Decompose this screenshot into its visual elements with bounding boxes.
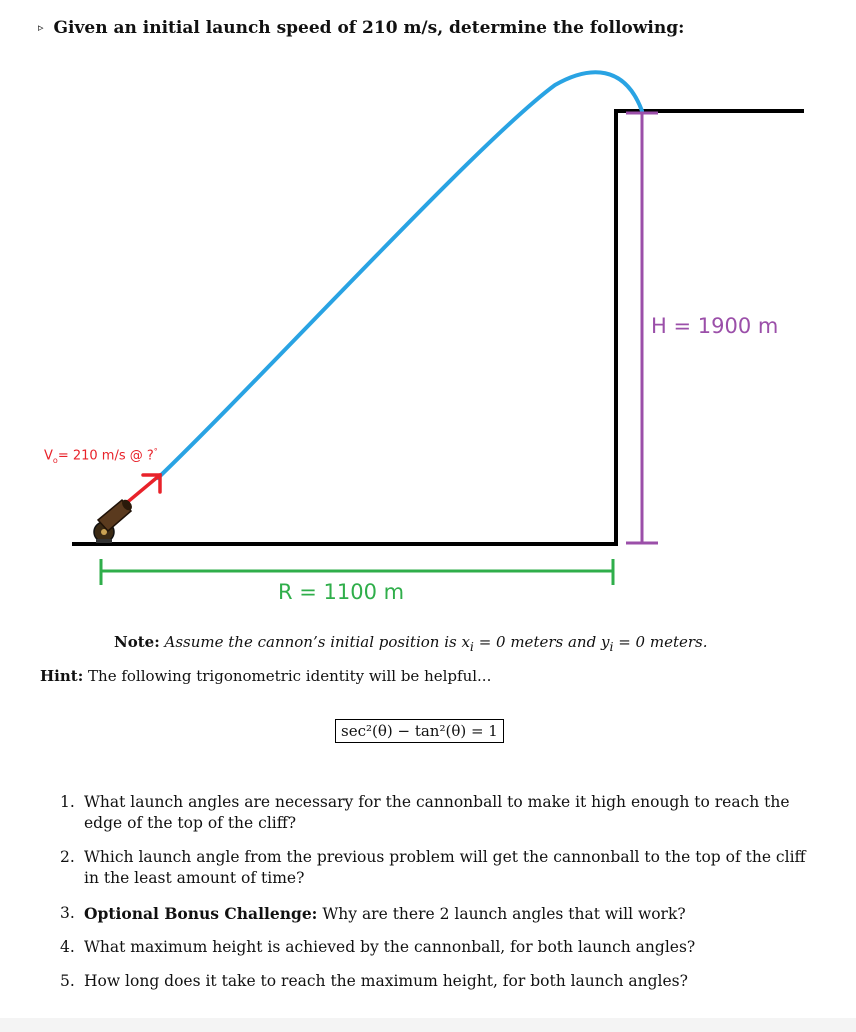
velocity-arrow (124, 475, 160, 505)
cannon-icon (94, 498, 134, 543)
question-4: 4. What maximum height is achieved by the cannonball, for both launch angles? (60, 938, 696, 956)
collapse-triangle-icon[interactable]: ▹ (38, 21, 44, 34)
height-label: H = 1900 m (651, 314, 779, 338)
question-2: 2. Which launch angle from the previous problem will get the cannonball to the top of the cliff in the least amount of time? (60, 848, 806, 887)
heading-text: Given an initial launch speed of 210 m/s, determine the following: (53, 18, 685, 38)
question-1: 1. What launch angles are necessary for the cannonball to make it high enough to reach the edge of the top of the cliff? (60, 793, 790, 832)
trig-identity-box: sec²(θ) − tan²(θ) = 1 (335, 719, 504, 743)
bottom-strip (0, 1018, 856, 1032)
hint-text: Hint: The following trigonometric identity will be helpful... (40, 667, 492, 685)
note-text: Note: Assume the cannon’s initial position is $x_i = 0$ meters and $y_i = 0$ meters. (114, 633, 708, 654)
question-3: 3. Optional Bonus Challenge: Why are there 2 launch angles that will work? (60, 904, 686, 923)
question-5: 5. How long does it take to reach the maximum height, for both launch angles? (60, 972, 688, 990)
trajectory-path (158, 72, 642, 478)
range-label: R = 1100 m (278, 580, 405, 604)
initial-velocity-label: $V_o= 210$ m/s @ ?° (44, 447, 158, 465)
